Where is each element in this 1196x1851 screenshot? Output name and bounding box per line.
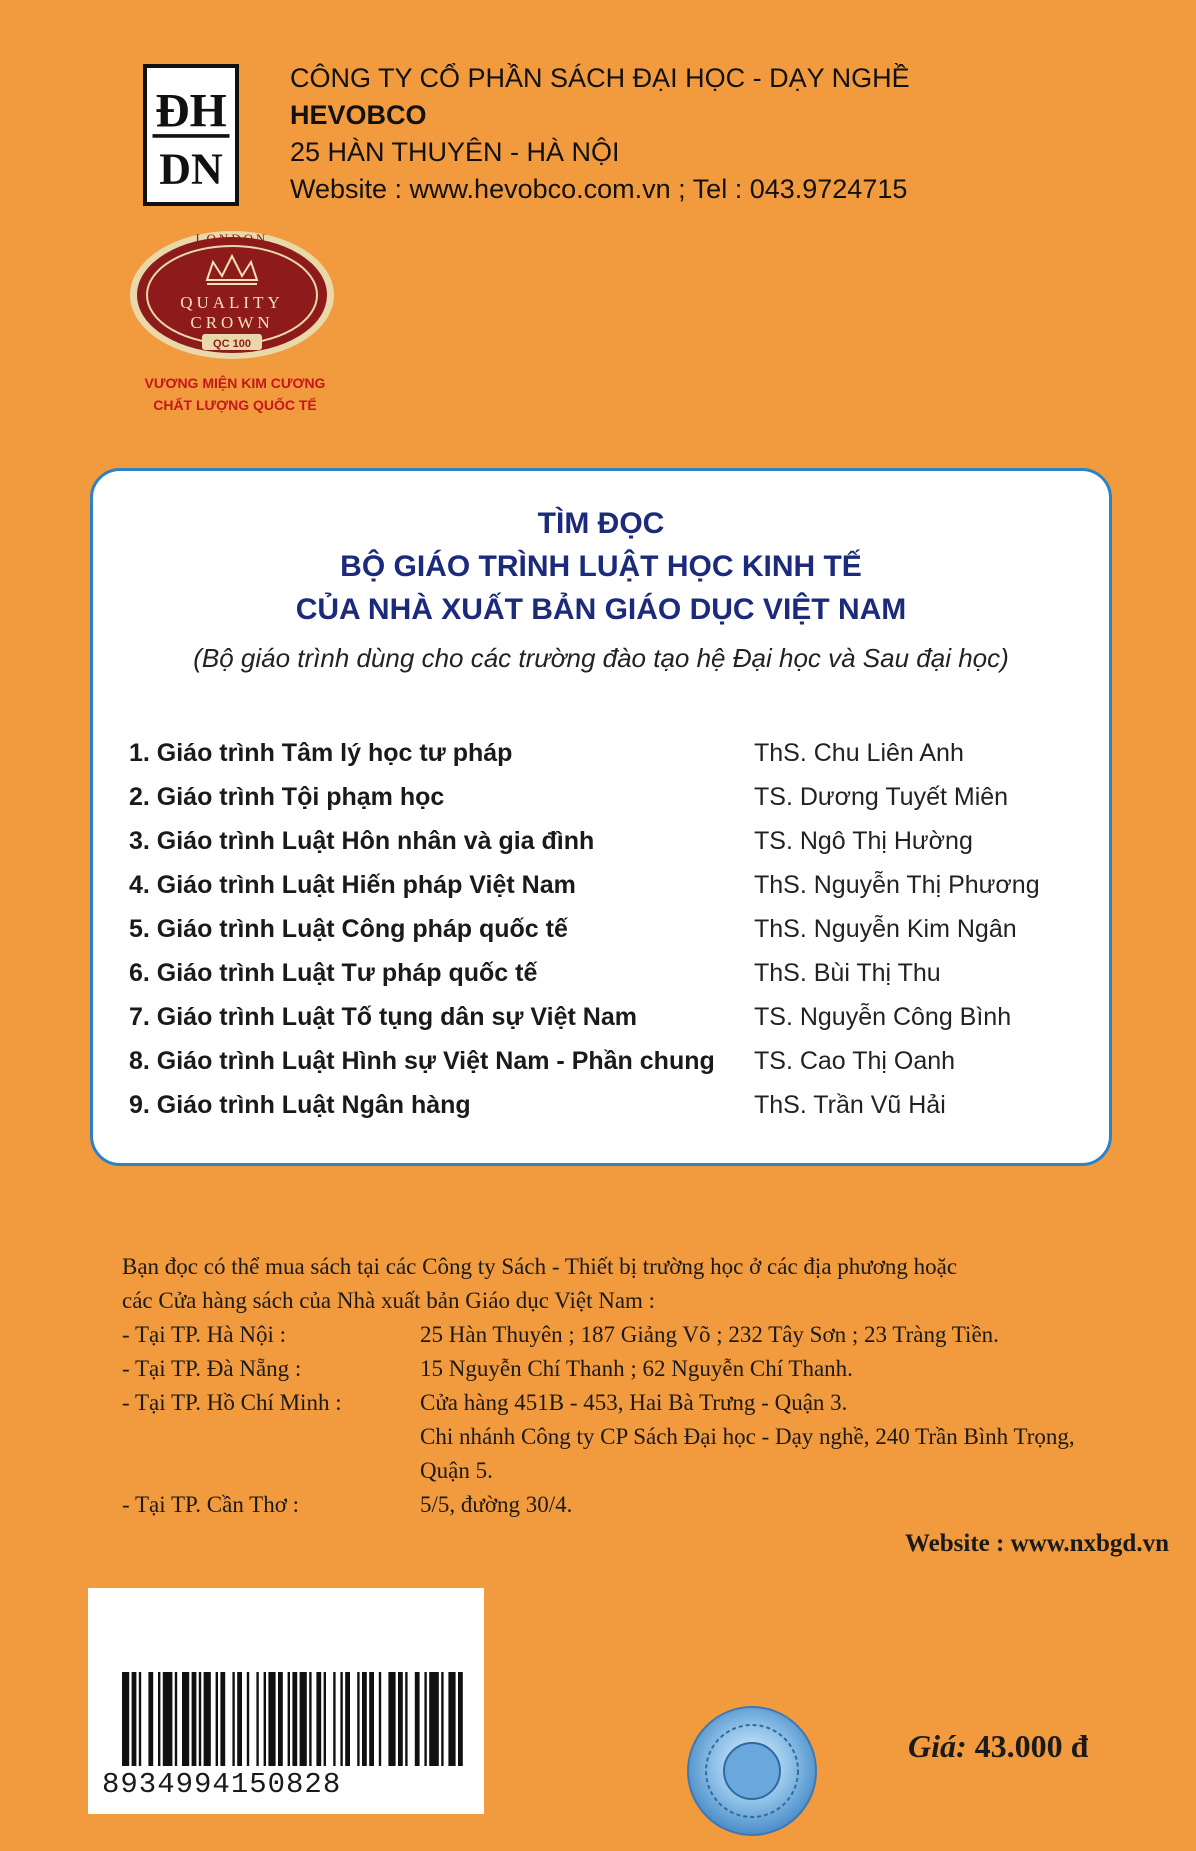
book-title: 2. Giáo trình Tội phạm học bbox=[129, 782, 445, 811]
barcode-bar bbox=[158, 1672, 160, 1766]
store-locations bbox=[122, 1250, 1182, 1522]
book-title: 7. Giáo trình Luật Tố tụng dân sự Việt Nam bbox=[129, 1002, 637, 1031]
barcode-bar bbox=[316, 1672, 321, 1766]
barcode-bar bbox=[309, 1672, 311, 1766]
book-title: 1. Giáo trình Tâm lý học tư pháp bbox=[129, 738, 513, 767]
barcode-bar bbox=[429, 1672, 439, 1766]
barcode-bar bbox=[268, 1672, 275, 1766]
badge-top-text: LONDON bbox=[195, 231, 269, 246]
barcode-bar bbox=[324, 1672, 326, 1766]
company-brand: HEVOBCO bbox=[290, 100, 427, 130]
barcode-bar bbox=[132, 1672, 137, 1766]
price-value: 43.000 đ bbox=[974, 1728, 1089, 1764]
barcode-bar bbox=[247, 1672, 249, 1766]
box-heading-2: BỘ GIÁO TRÌNH LUẬT HỌC KINH TẾ bbox=[340, 550, 862, 583]
book-author: TS. Nguyễn Công Bình bbox=[754, 1002, 1012, 1031]
box-subtitle: (Bộ giáo trình dùng cho các trường đào tạo hệ Đại học và Sau đại học) bbox=[193, 643, 1009, 673]
store-city: - Tại TP. Hà Nội : bbox=[122, 1322, 286, 1347]
store-row bbox=[122, 1352, 1182, 1386]
publisher-logo bbox=[143, 64, 239, 206]
stores-intro-line1: Bạn đọc có thể mua sách tại các Công ty Sách - Thiết bị trường học ở các địa phương hoặc bbox=[122, 1254, 958, 1279]
hologram-seal-icon bbox=[686, 1705, 818, 1837]
barcode-bar bbox=[216, 1672, 218, 1766]
publisher-website: Website : www.nxbgd.vn bbox=[905, 1530, 1169, 1557]
barcode-bar bbox=[362, 1672, 367, 1766]
book-row bbox=[129, 775, 1079, 819]
barcode-bar bbox=[379, 1672, 381, 1766]
barcode-bar bbox=[333, 1672, 335, 1766]
book-row bbox=[129, 1083, 1079, 1127]
store-row bbox=[122, 1386, 1182, 1420]
book-title: 3. Giáo trình Luật Hôn nhân và gia đình bbox=[129, 826, 595, 855]
barcode-bar bbox=[199, 1672, 201, 1766]
barcode-bar bbox=[192, 1672, 197, 1766]
store-address: 15 Nguyễn Chí Thanh ; 62 Nguyễn Chí Thanh. bbox=[420, 1356, 853, 1381]
barcode-bar bbox=[345, 1672, 350, 1766]
book-title: 9. Giáo trình Luật Ngân hàng bbox=[129, 1090, 471, 1119]
crown-caption bbox=[130, 372, 340, 416]
book-author: ThS. Bùi Thị Thu bbox=[754, 958, 941, 987]
store-address: Quận 5. bbox=[420, 1458, 493, 1483]
store-row bbox=[122, 1454, 1182, 1488]
barcode bbox=[88, 1588, 484, 1814]
book-row bbox=[129, 951, 1079, 995]
badge-line1: QUALITY bbox=[180, 293, 284, 312]
crown-caption-line1: VƯƠNG MIỆN KIM CƯƠNG bbox=[144, 375, 326, 391]
barcode-bar bbox=[415, 1672, 420, 1766]
company-name: CÔNG TY CỔ PHẦN SÁCH ĐẠI HỌC - DẠY NGHỀ bbox=[290, 63, 910, 93]
book-title: 5. Giáo trình Luật Công pháp quốc tế bbox=[129, 914, 568, 943]
barcode-bar bbox=[357, 1672, 359, 1766]
store-city: - Tại TP. Cần Thơ : bbox=[122, 1492, 300, 1517]
book-title: 6. Giáo trình Luật Tư pháp quốc tế bbox=[129, 958, 538, 987]
barcode-bar bbox=[148, 1672, 153, 1766]
barcode-bars bbox=[88, 1588, 484, 1768]
crown-caption-line2: CHẤT LƯỢNG QUỐC TẾ bbox=[153, 397, 317, 413]
barcode-bar bbox=[163, 1672, 173, 1766]
book-author: ThS. Trần Vũ Hải bbox=[754, 1090, 946, 1119]
barcode-bar bbox=[448, 1672, 455, 1766]
book-title: 8. Giáo trình Luật Hình sự Việt Nam - Phần chung bbox=[129, 1046, 715, 1075]
barcode-bar bbox=[182, 1672, 189, 1766]
store-row bbox=[122, 1318, 1182, 1352]
barcode-bar bbox=[369, 1672, 374, 1766]
store-city bbox=[122, 1420, 420, 1454]
barcode-bar bbox=[220, 1672, 225, 1766]
book-author: TS. Cao Thị Oanh bbox=[754, 1046, 956, 1075]
barcode-bar bbox=[278, 1672, 283, 1766]
store-address: 5/5, đường 30/4. bbox=[420, 1492, 573, 1517]
price-label: Giá: bbox=[908, 1728, 967, 1764]
price bbox=[908, 1728, 1088, 1765]
stores-intro-line2: các Cửa hàng sách của Nhà xuất bản Giáo dục Việt Nam : bbox=[122, 1288, 656, 1313]
barcode-bar bbox=[204, 1672, 211, 1766]
logo-letters-top: ĐH bbox=[155, 85, 227, 138]
barcode-bar bbox=[388, 1672, 395, 1766]
book-row bbox=[129, 1039, 1079, 1083]
badge-line2: CROWN bbox=[190, 313, 274, 332]
barcode-bar bbox=[139, 1672, 141, 1766]
barcode-bar bbox=[232, 1672, 234, 1766]
logo-letters-bottom: DN bbox=[159, 144, 223, 194]
company-info bbox=[290, 60, 910, 208]
store-rows bbox=[122, 1318, 1182, 1522]
barcode-bar bbox=[458, 1672, 463, 1766]
store-address: Chi nhánh Công ty CP Sách Đại học - Dạy nghề, 240 Trần Bình Trọng, bbox=[420, 1424, 1075, 1449]
badge-code: QC 100 bbox=[213, 338, 251, 350]
barcode-bar bbox=[264, 1672, 266, 1766]
barcode-bar bbox=[405, 1672, 407, 1766]
barcode-bar bbox=[292, 1672, 297, 1766]
store-city: - Tại TP. Hồ Chí Minh : bbox=[122, 1390, 342, 1415]
book-row bbox=[129, 863, 1079, 907]
store-city: - Tại TP. Đà Nẵng : bbox=[122, 1356, 302, 1381]
book-row bbox=[129, 907, 1079, 951]
barcode-bar bbox=[175, 1672, 177, 1766]
barcode-bar bbox=[122, 1672, 129, 1766]
book-row bbox=[129, 819, 1079, 863]
barcode-bar bbox=[340, 1672, 342, 1766]
book-author: ThS. Chu Liên Anh bbox=[754, 738, 964, 767]
barcode-bar bbox=[288, 1672, 290, 1766]
store-city bbox=[122, 1454, 420, 1488]
box-heading-1: TÌM ĐỌC bbox=[537, 507, 665, 540]
barcode-bar bbox=[237, 1672, 242, 1766]
barcode-bar bbox=[424, 1672, 426, 1766]
store-row bbox=[122, 1420, 1182, 1454]
book-list bbox=[129, 731, 1079, 1127]
store-address: Cửa hàng 451B - 453, Hai Bà Trưng - Quận 3. bbox=[420, 1390, 848, 1415]
publisher-logo-graphic bbox=[147, 68, 235, 202]
book-author: TS. Dương Tuyết Miên bbox=[754, 782, 1009, 811]
book-author: ThS. Nguyễn Thị Phương bbox=[754, 870, 1040, 899]
barcode-digits: 8934994150828 bbox=[102, 1768, 342, 1801]
book-author: TS. Ngô Thị Hường bbox=[754, 826, 973, 855]
store-row bbox=[122, 1488, 1182, 1522]
book-row bbox=[129, 731, 1079, 775]
book-row bbox=[129, 995, 1079, 1039]
book-author: ThS. Nguyễn Kim Ngân bbox=[754, 914, 1017, 943]
quality-crown-badge bbox=[127, 228, 337, 363]
barcode-bar bbox=[300, 1672, 307, 1766]
reading-list-box bbox=[90, 468, 1112, 1166]
barcode-bar bbox=[441, 1672, 443, 1766]
store-address: 25 Hàn Thuyên ; 187 Giảng Võ ; 232 Tây Sơn ; 23 Tràng Tiền. bbox=[420, 1322, 999, 1347]
box-heading-3: CỦA NHÀ XUẤT BẢN GIÁO DỤC VIỆT NAM bbox=[295, 593, 907, 626]
company-contact: Website : www.hevobco.com.vn ; Tel : 043.9724715 bbox=[290, 174, 908, 204]
book-title: 4. Giáo trình Luật Hiến pháp Việt Nam bbox=[129, 870, 576, 899]
barcode-bar bbox=[398, 1672, 403, 1766]
company-address: 25 HÀN THUYÊN - HÀ NỘI bbox=[290, 137, 620, 167]
barcode-bar bbox=[256, 1672, 258, 1766]
